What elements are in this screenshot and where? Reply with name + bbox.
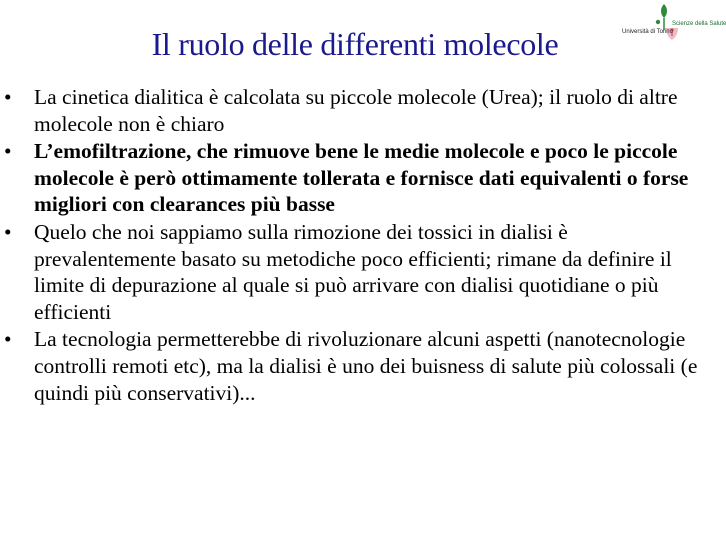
bullet-item (0, 326, 720, 406)
bullet-marker: • (4, 85, 12, 109)
bullet-marker: • (4, 219, 12, 244)
bullet-text: L’emofiltrazione, che rimuove bene le medie molecole e poco le piccole molecole è però ottimamente tollerata e fornisce dati equivalenti o forse migliori con clearances più basse (34, 139, 689, 217)
university-logo (622, 0, 726, 44)
bullet-text: Quelo che noi sappiamo sulla rimozione dei tossici in dialisi è prevalentemente basato su metodiche poco efficienti; rimane da definire il limite di depurazione al quale si può arrivare con dialisi quotidiane o più efficienti (34, 219, 672, 324)
bullet-text: La cinetica dialitica è calcolata su piccole molecole (Urea); il ruolo di altre molecole non è chiaro (34, 85, 678, 136)
logo-left-text: Università di Torino (622, 29, 673, 35)
bullet-marker: • (4, 327, 12, 352)
bullet-text: La tecnologia permetterebbe di rivoluzionare alcuni aspetti (nanotecnologie controlli remoti etc), ma la dialisi è uno dei buisness di salute più colossali (e quindi più conservativi)... (34, 327, 698, 405)
logo-right-text: Scienze della Salute (672, 21, 726, 27)
bullet-item (0, 138, 720, 218)
slide-title: Il ruolo delle differenti molecole (151, 26, 559, 62)
bullet-list (0, 84, 720, 407)
bullet-item (0, 219, 720, 325)
bullet-item (0, 84, 720, 137)
bullet-marker: • (4, 139, 12, 164)
